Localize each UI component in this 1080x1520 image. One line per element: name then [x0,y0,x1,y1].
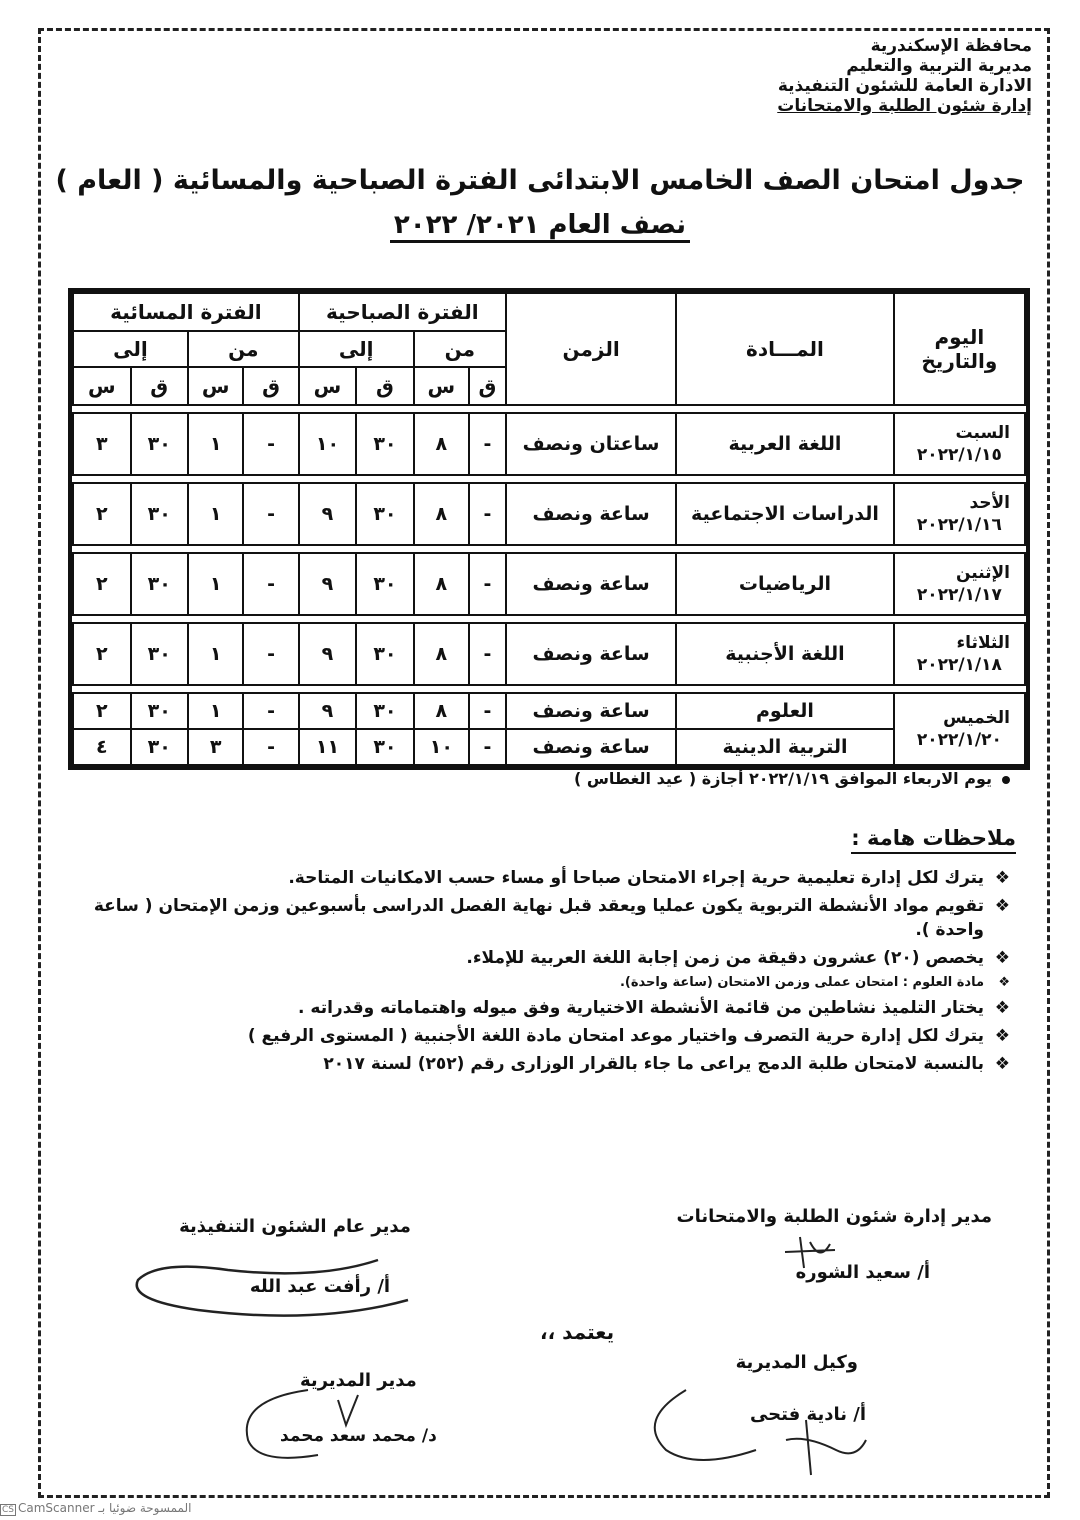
table-row [73,413,1025,475]
diamond-bullet-icon: ❖ [994,1054,1010,1074]
header-hour: س [188,367,243,405]
camscanner-logo-icon: CS [2,1505,14,1515]
exam-date: ٢٠٢٢/١/١٨ [916,655,1002,675]
header-morning: الفترة الصباحية [299,293,506,331]
signature-loop-icon [118,1240,418,1330]
morning-to-minute: ٣٠ [356,623,413,685]
subject-cell: اللغة الأجنبية [676,623,893,685]
subject-cell: اللغة العربية [676,413,893,475]
duration-cell: ساعة ونصف [506,553,676,615]
letterhead-line: إدارة شئون الطلبة والامتحانات [777,96,1032,116]
evening-to-minute: ٣٠ [131,729,188,765]
letterhead [777,36,1032,116]
day-name: الأحد [969,493,1010,513]
exam-date: ٢٠٢٢/١/١٧ [916,585,1002,605]
holiday-note [574,768,1010,790]
evening-to-hour: ٢ [73,693,131,729]
evening-to-minute: ٣٠ [131,693,188,729]
day-date-cell [894,623,1025,685]
exam-schedule-table [68,288,1030,770]
note-text: تقويم مواد الأنشطة التربوية يكون عمليا ويعقد قبل نهاية الفصل الدراسى بأسبوعين وزمن الإمتحان ( ساعة واحدة ). [93,896,984,940]
note-item [60,866,1010,890]
subject-cell: الرياضيات [676,553,893,615]
subtitle-text: نصف العام ٢٠٢١/ ٢٠٢٢ [390,210,690,243]
header-time: الزمن [506,293,676,405]
schedule-grid [72,292,1026,766]
morning-from-hour: ٨ [414,413,469,475]
evening-to-hour: ٢ [73,623,131,685]
evening-to-minute: ٣٠ [131,553,188,615]
evening-to-hour: ٢ [73,553,131,615]
letterhead-line: مديرية التربية والتعليم [846,56,1032,76]
director-title: مدير المديرية [300,1370,417,1391]
morning-from-minute: - [469,693,506,729]
morning-to-hour: ٩ [299,483,356,545]
watermark-text: CamScanner الممسوحة ضوئيا بـ [18,1501,192,1515]
header-morning-to: إلى [299,331,414,367]
diamond-bullet-icon: ❖ [998,975,1010,990]
morning-to-hour: ٩ [299,623,356,685]
director-name: د/ محمد سعد محمد [280,1426,437,1446]
header-hour: س [299,367,356,405]
morning-to-hour: ٩ [299,553,356,615]
note-text: يترك لكل إدارة حرية التصرف واختيار موعد امتحان مادة اللغة الأجنبية ( المستوى الرفيع ) [247,1026,984,1046]
bullet-dot-icon [1002,776,1010,784]
evening-from-minute: - [243,729,298,765]
duration-cell: ساعة ونصف [506,729,676,765]
document-title: جدول امتحان الصف الخامس الابتدائى الفترة الصباحية والمسائية ( العام ) [55,165,1025,196]
header-evening: الفترة المسائية [73,293,299,331]
note-item [60,974,1010,992]
note-item [60,946,1010,970]
morning-from-minute: - [469,413,506,475]
evening-to-hour: ٢ [73,483,131,545]
student-affairs-name: أ/ سعيد الشوره [795,1262,930,1283]
morning-to-minute: ٣٠ [356,693,413,729]
duration-cell: ساعة ونصف [506,693,676,729]
duration-cell: ساعة ونصف [506,483,676,545]
header-day-date: اليوم والتاريخ [894,293,1025,405]
letterhead-line: الادارة العامة للشئون التنفيذية [777,76,1032,96]
table-row [73,729,1025,765]
approve-label: يعتمد ،، [540,1320,615,1344]
subject-cell: التربية الدينية [676,729,893,765]
evening-from-minute: - [243,413,298,475]
day-name: الثلاثاء [956,633,1010,653]
note-text: يترك لكل إدارة تعليمية حرية إجراء الامتحان صباحا أو مساء حسب الامكانيات المتاحة. [288,868,984,888]
table-row [73,553,1025,615]
diamond-bullet-icon: ❖ [994,1026,1010,1046]
morning-from-hour: ٨ [414,623,469,685]
deputy-name: أ/ نادية فتحى [749,1404,866,1425]
morning-to-minute: ٣٠ [356,729,413,765]
morning-to-minute: ٣٠ [356,413,413,475]
evening-from-minute: - [243,623,298,685]
table-row [73,483,1025,545]
evening-to-hour: ٤ [73,729,131,765]
signature-scribble-icon [780,1232,840,1272]
header-morning-from: من [414,331,506,367]
deputy-title: وكيل المديرية [735,1352,858,1373]
evening-to-minute: ٣٠ [131,483,188,545]
scanner-watermark [0,1501,191,1516]
diamond-bullet-icon: ❖ [994,998,1010,1018]
morning-to-hour: ١١ [299,729,356,765]
header-minute: ق [131,367,188,405]
day-date-cell [894,413,1025,475]
note-text: بالنسبة لامتحان طلبة الدمج يراعى ما جاء بالقرار الوزارى رقم (٢٥٢) لسنة ٢٠١٧ [323,1054,984,1074]
letterhead-line: محافظة الإسكندرية [870,36,1032,56]
evening-from-minute: - [243,553,298,615]
day-name: الخميس [943,708,1010,728]
morning-to-hour: ١٠ [299,413,356,475]
evening-from-hour: ١ [188,483,243,545]
morning-from-minute: - [469,483,506,545]
duration-cell: ساعتان ونصف [506,413,676,475]
subject-cell: الدراسات الاجتماعية [676,483,893,545]
exam-date: ٢٠٢٢/١/١٦ [916,515,1002,535]
header-minute: ق [243,367,298,405]
note-text: يخصص (٢٠) عشرون دقيقة من زمن إجابة اللغة العربية للإملاء. [466,948,984,968]
morning-from-minute: - [469,623,506,685]
day-date-cell [894,553,1025,615]
evening-from-hour: ١ [188,623,243,685]
morning-from-hour: ٨ [414,483,469,545]
note-item [60,996,1010,1020]
exam-date: ٢٠٢٢/١/٢٠ [916,730,1002,750]
note-text: مادة العلوم : امتحان عملى وزمن الامتحان (ساعة واحدة). [619,975,984,990]
day-date-cell [894,693,1025,765]
header-evening-from: من [188,331,299,367]
table-row [73,623,1025,685]
notes-list [60,866,1010,1080]
exec-title: مدير عام الشئون التنفيذية [179,1216,411,1237]
morning-from-hour: ٨ [414,693,469,729]
document-subtitle [0,210,1080,240]
day-name: السبت [955,423,1010,443]
morning-to-hour: ٩ [299,693,356,729]
exam-date: ٢٠٢٢/١/١٥ [916,445,1002,465]
note-item [60,1024,1010,1048]
evening-to-minute: ٣٠ [131,623,188,685]
duration-cell: ساعة ونصف [506,623,676,685]
note-item [60,894,1010,942]
note-item [60,1052,1010,1076]
evening-to-hour: ٣ [73,413,131,475]
day-date-cell [894,483,1025,545]
evening-from-hour: ١ [188,693,243,729]
director-signature-icon [228,1380,408,1470]
deputy-signature-icon [636,1380,876,1480]
diamond-bullet-icon: ❖ [994,948,1010,968]
header-hour: س [73,367,131,405]
note-text: يختار التلميذ نشاطين من قائمة الأنشطة الاختيارية وفق ميوله واهتماماته وقدراته . [298,998,984,1018]
evening-from-hour: ١ [188,553,243,615]
subject-cell: العلوم [676,693,893,729]
header-minute: ق [356,367,413,405]
student-affairs-title: مدير إدارة شئون الطلبة والامتحانات [676,1206,992,1227]
diamond-bullet-icon: ❖ [994,896,1010,916]
notes-title: ملاحظات هامة : [851,826,1016,854]
evening-from-hour: ١ [188,413,243,475]
header-hour: س [414,367,469,405]
header-evening-to: إلى [73,331,188,367]
morning-to-minute: ٣٠ [356,483,413,545]
morning-from-hour: ١٠ [414,729,469,765]
header-minute: ق [469,367,506,405]
holiday-note-text: يوم الاربعاء الموافق ٢٠٢٢/١/١٩ أجازة ( عيد الغطاس ) [573,769,992,788]
morning-from-minute: - [469,553,506,615]
header-subject: المـــادة [676,293,893,405]
day-name: الإثنين [955,563,1010,583]
morning-to-minute: ٣٠ [356,553,413,615]
morning-from-minute: - [469,729,506,765]
exec-name: أ/ رأفت عبد الله [249,1276,391,1297]
table-row [73,693,1025,729]
evening-from-hour: ٣ [188,729,243,765]
morning-from-hour: ٨ [414,553,469,615]
evening-to-minute: ٣٠ [131,413,188,475]
diamond-bullet-icon: ❖ [994,868,1010,888]
evening-from-minute: - [243,483,298,545]
evening-from-minute: - [243,693,298,729]
